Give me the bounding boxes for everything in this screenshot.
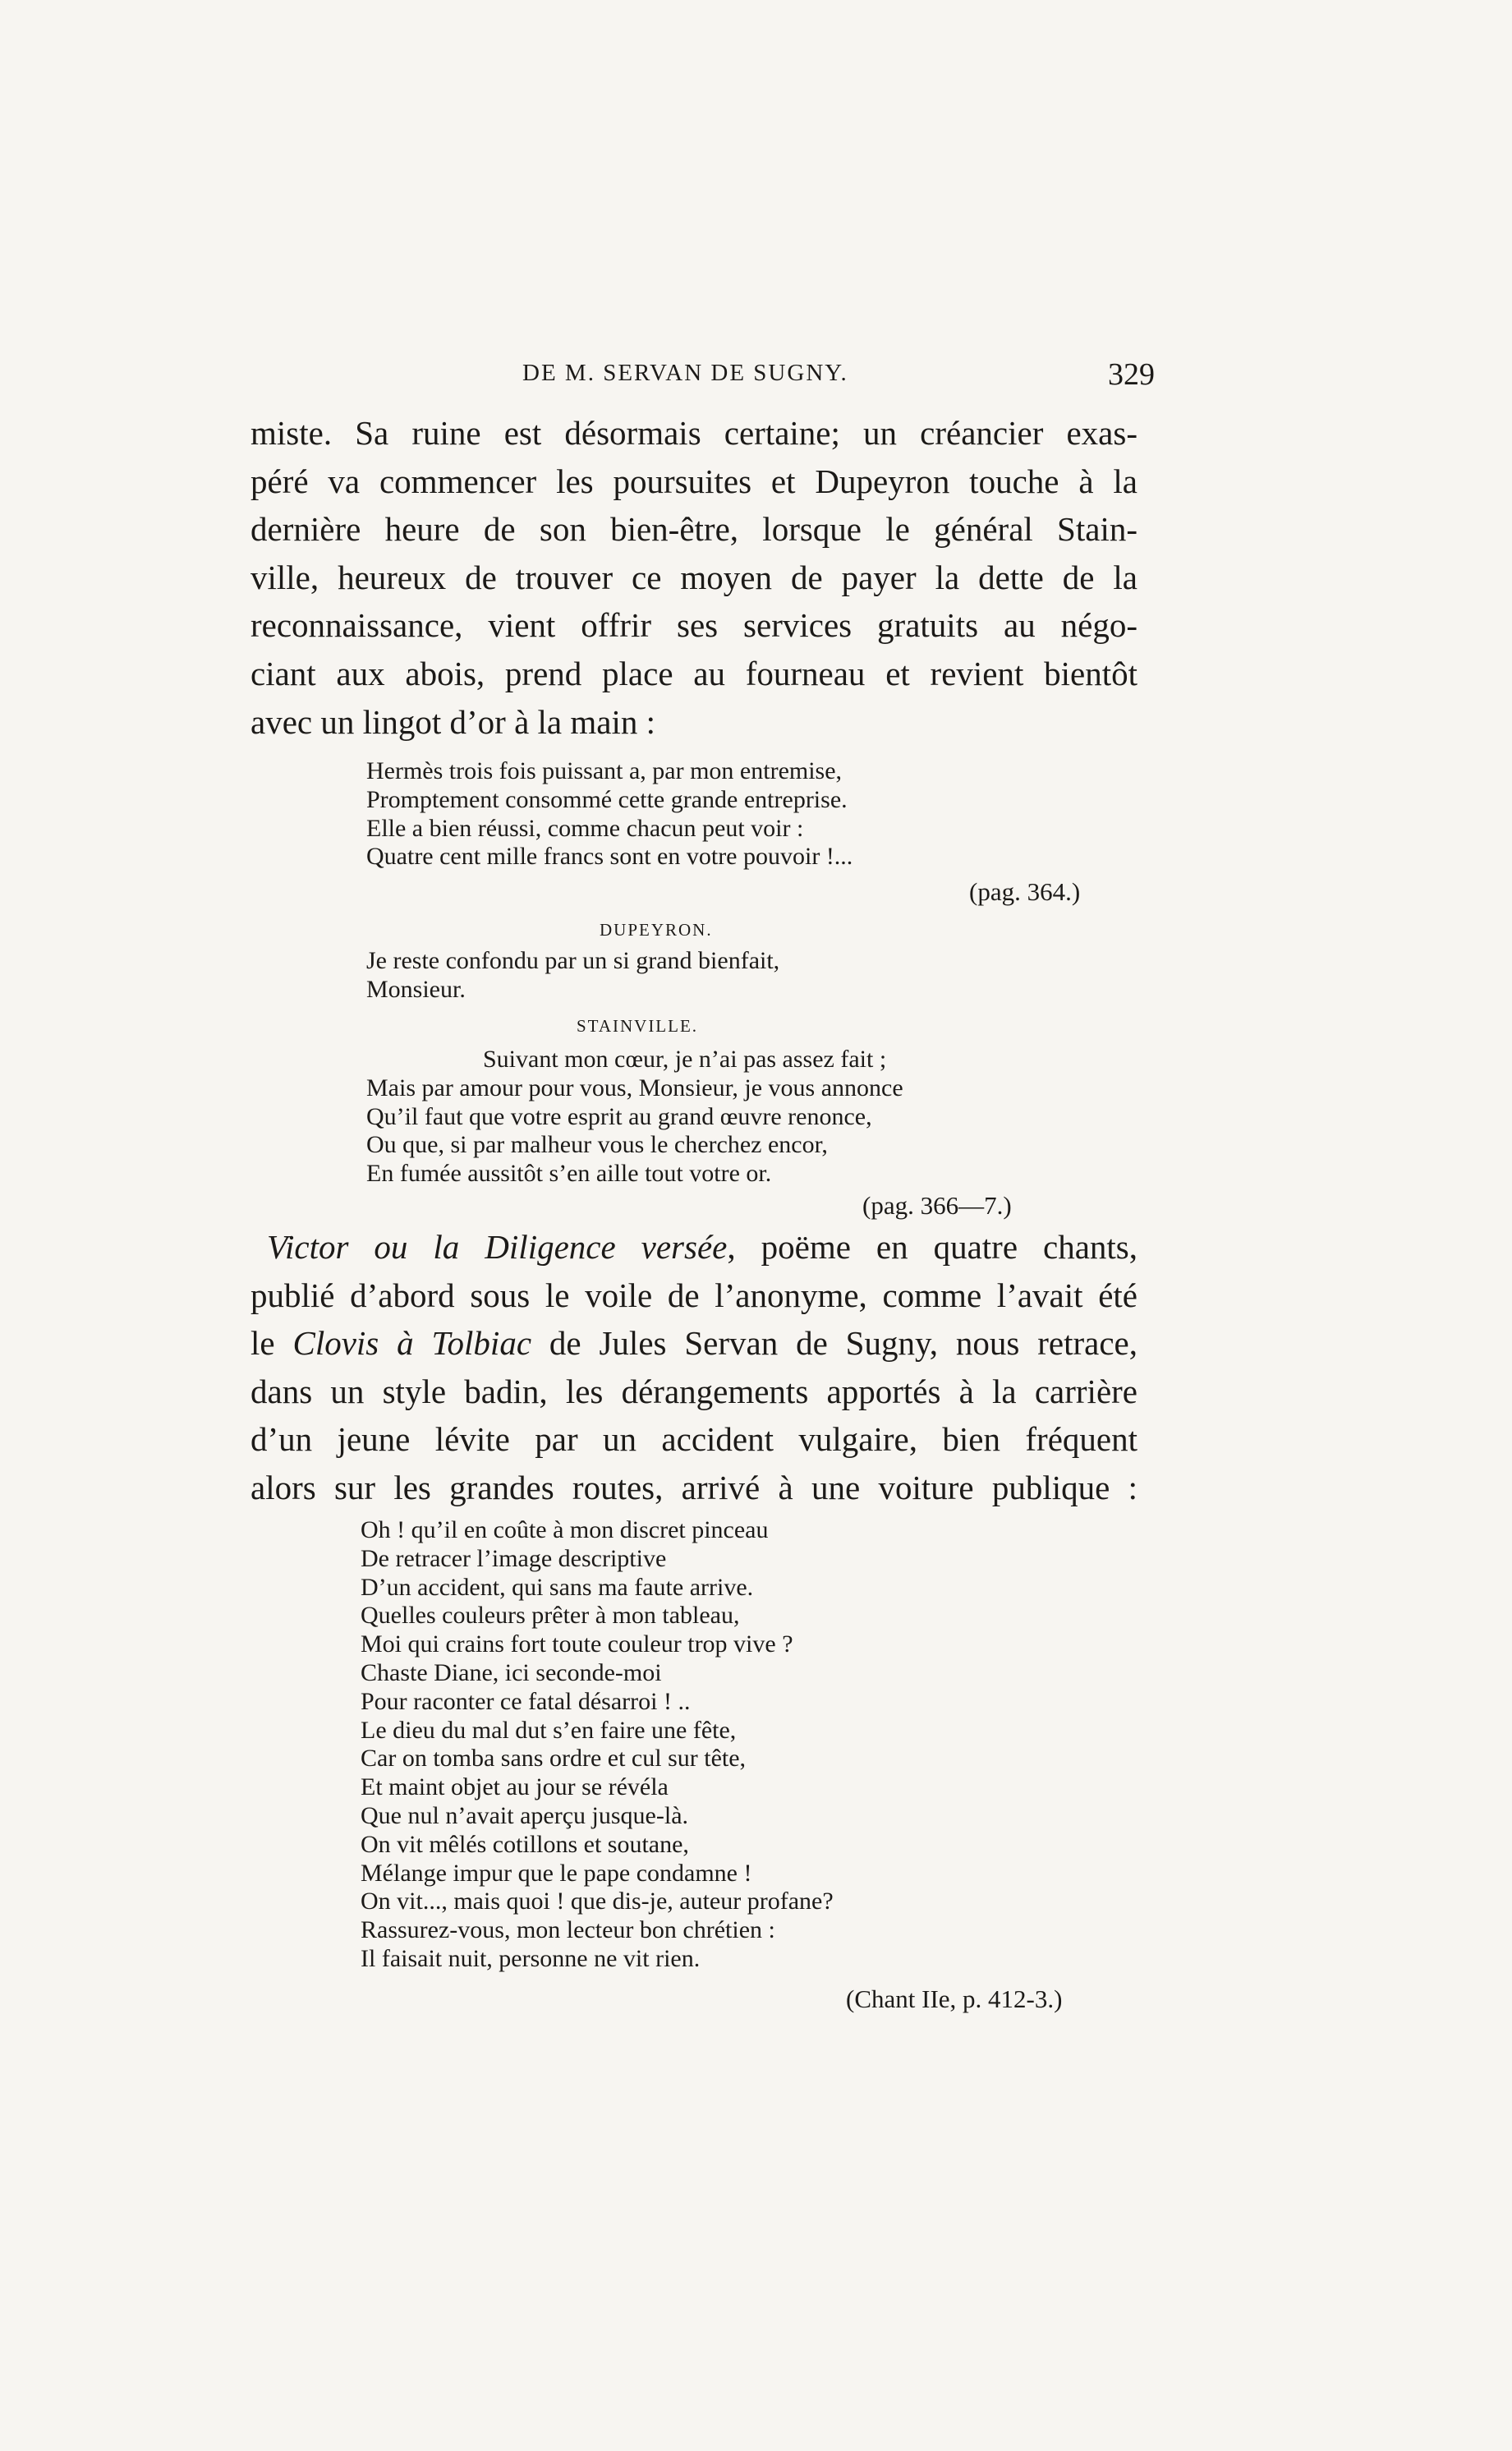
verse-line: Qu’il faut que votre esprit au grand œuvre renonce, bbox=[366, 1102, 872, 1130]
verse-line: Pour raconter ce fatal désarroi ! .. bbox=[361, 1687, 691, 1715]
verse-line: Oh ! qu’il en coûte à mon discret pinceau bbox=[361, 1516, 769, 1543]
prose-line: publié d’abord sous le voile de l’anonyme, comme l’avait été bbox=[250, 1276, 1137, 1314]
verse-line: On vit mêlés cotillons et soutane, bbox=[361, 1830, 689, 1858]
verse-line: Moi qui crains fort toute couleur trop vive ? bbox=[361, 1630, 793, 1658]
prose-line bbox=[250, 1319, 1137, 1368]
prose-line: dans un style badin, les dérangements apportés à la carrière bbox=[250, 1372, 1137, 1410]
speaker-dupeyron: DUPEYRON. bbox=[600, 920, 713, 940]
verse-line: Car on tomba sans ordre et cul sur tête, bbox=[361, 1745, 747, 1773]
speaker-stainville: STAINVILLE. bbox=[577, 1016, 699, 1036]
paragraph-2 bbox=[250, 1223, 1137, 1512]
verse-quote-1 bbox=[366, 757, 1188, 871]
prose-line: d’un jeune lévite par un accident vulgaire, bien fréquent bbox=[250, 1420, 1137, 1459]
prose-text: de Jules Servan de Sugny, nous retrace, bbox=[531, 1324, 1137, 1363]
work-title: Victor ou la Diligence versée bbox=[267, 1228, 728, 1266]
verse-line: Suivant mon cœur, je n’ai pas assez fait ; bbox=[483, 1046, 887, 1073]
verse-line: Rassurez-vous, mon lecteur bon chrétien : bbox=[361, 1916, 775, 1944]
verse-line: Mélange impur que le pape condamne ! bbox=[361, 1859, 752, 1887]
verse-line: Et maint objet au jour se révéla bbox=[361, 1773, 669, 1801]
verse-line: En fumée aussitôt s’en aille tout votre or. bbox=[366, 1160, 772, 1188]
verse-line: Chaste Diane, ici seconde-moi bbox=[361, 1658, 662, 1686]
verse-line: On vit..., mais quoi ! que dis-je, auteur profane? bbox=[361, 1888, 834, 1915]
prose-line: reconnaissance, vient offrir ses services gratuits au négo- bbox=[250, 606, 1137, 645]
verse-quote-3 bbox=[366, 1046, 1188, 1189]
verse-line: Quatre cent mille francs sont en votre pouvoir !... bbox=[366, 843, 853, 871]
prose-line: avec un lingot d’or à la main : bbox=[250, 702, 655, 741]
paragraph-1 bbox=[250, 409, 1137, 746]
work-title: Clovis à Tolbiac bbox=[292, 1324, 532, 1363]
verse-line: De retracer l’image descriptive bbox=[361, 1544, 667, 1572]
verse-line: Ou que, si par malheur vous le cherchez encor, bbox=[366, 1131, 828, 1159]
running-title: DE M. SERVAN DE SUGNY. bbox=[522, 360, 848, 386]
verse-line: Je reste confondu par un si grand bienfait, bbox=[366, 947, 780, 974]
prose-line: péré va commencer les poursuites et Dupeyron touche à la bbox=[250, 462, 1137, 500]
prose-line: alors sur les grandes routes, arrivé à une voiture publique : bbox=[250, 1468, 1137, 1506]
prose-line bbox=[250, 1223, 1137, 1271]
verse-line: Que nul n’avait aperçu jusque-là. bbox=[361, 1801, 689, 1829]
verse-line: Promptement consommé cette grande entreprise. bbox=[366, 785, 848, 813]
verse-quote-2 bbox=[366, 947, 1188, 1005]
verse-line: Le dieu du mal dut s’en faire une fête, bbox=[361, 1716, 737, 1744]
prose-text: , poëme en quatre chants, bbox=[727, 1228, 1137, 1266]
prose-line: ciant aux abois, prend place au fourneau et revient bientôt bbox=[250, 654, 1137, 692]
citation-3: (Chant IIe, p. 412-3.) bbox=[846, 1984, 1063, 2013]
verse-line: Il faisait nuit, personne ne vit rien. bbox=[361, 1944, 701, 1972]
prose-text: le bbox=[250, 1324, 293, 1363]
citation-2: (pag. 366—7.) bbox=[862, 1191, 1012, 1220]
verse-line: Elle a bien réussi, comme chacun peut voir : bbox=[366, 814, 804, 842]
prose-line: ville, heureux de trouver ce moyen de payer la dette de la bbox=[250, 558, 1137, 596]
page-number: 329 bbox=[1108, 357, 1155, 392]
prose-line: dernière heure de son bien-être, lorsque le général Stain- bbox=[250, 510, 1137, 549]
verse-line: D’un accident, qui sans ma faute arrive. bbox=[361, 1573, 754, 1601]
verse-line: Hermès trois fois puissant a, par mon entremise, bbox=[366, 757, 843, 784]
citation-1: (pag. 364.) bbox=[969, 877, 1081, 906]
verse-line: Mais par amour pour vous, Monsieur, je vous annonce bbox=[366, 1074, 903, 1101]
prose-line: miste. Sa ruine est désormais certaine; un créancier exas- bbox=[250, 414, 1137, 452]
verse-quote-4 bbox=[361, 1516, 1182, 1974]
verse-line: Quelles couleurs prêter à mon tableau, bbox=[361, 1602, 740, 1630]
verse-line: Monsieur. bbox=[366, 975, 466, 1003]
